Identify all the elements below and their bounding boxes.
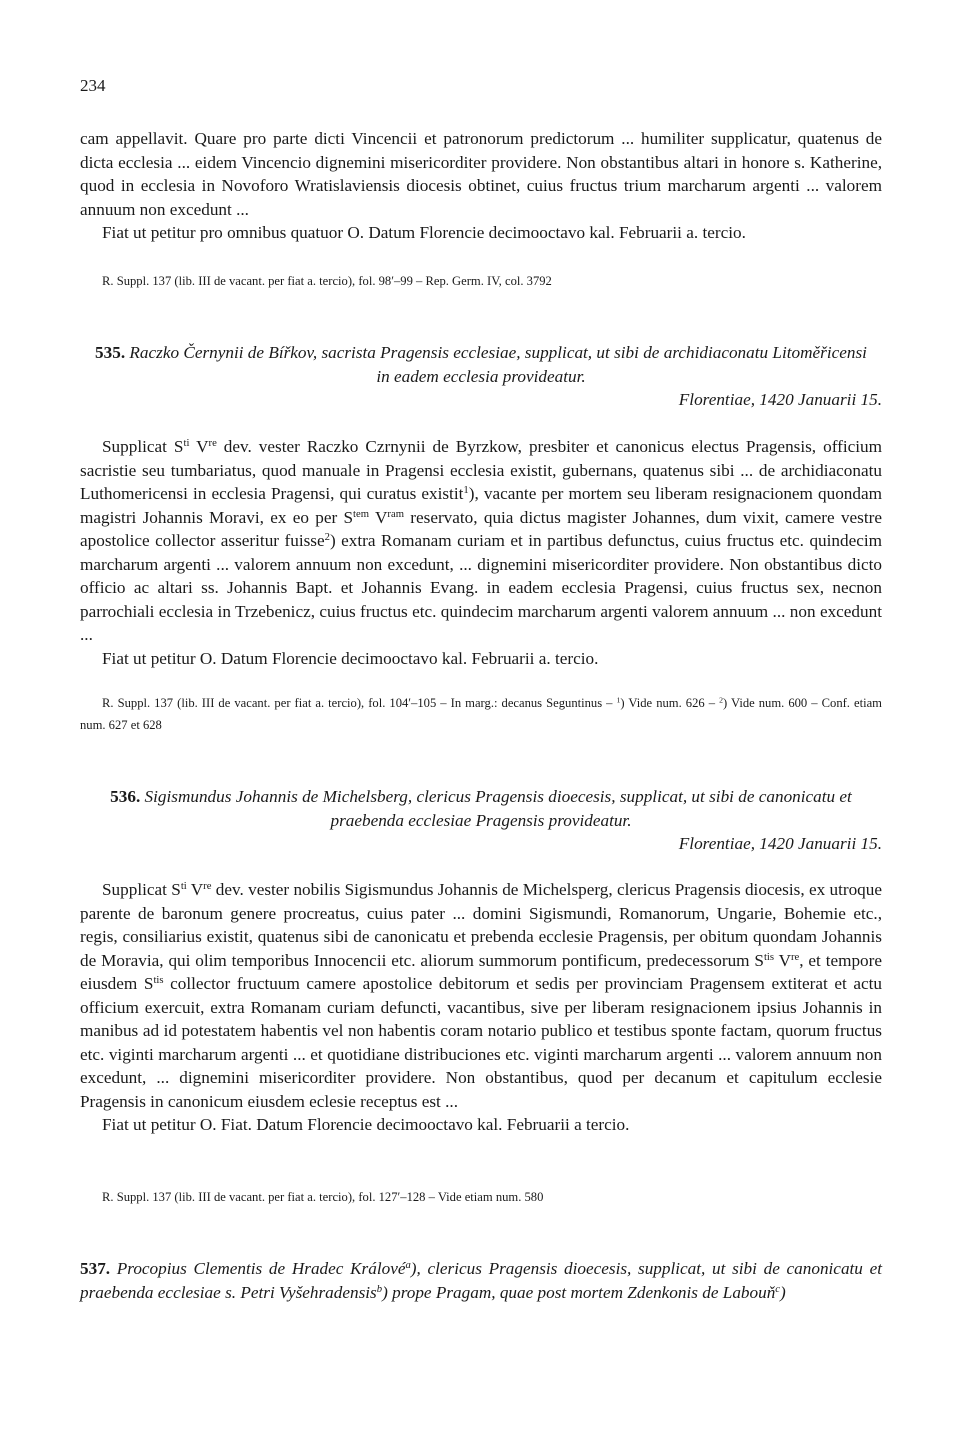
text-segment: V [189, 437, 209, 456]
entry-title [80, 341, 882, 388]
entry-title [80, 1257, 882, 1304]
entry-title-line-2: in eadem ecclesia provideatur. [376, 366, 586, 386]
text-segment: dev. vester Raczko Czrnynii de Byrzkow, presbiter et canonicus electus Pragensis, officium sacristie seu tumbariatus, quod manuale in Pragensi ecclesia existit, gubernans, quatenus sibi ... de archidiaconatu Luthomericensi in ecclesia Pragensi, qui curatus existit [80, 437, 882, 503]
previous-entry-paragraph: cam appellavit. Quare pro parte dicti Vincencii et patronorum predictorum ... humiliter supplicatur, quatenus de dicta ecclesia ... eidem Vincencio dignemini misericorditer providere. Non obstantibus altari in honore s. Katherine, quod in ecclesia in Novoforo Wratislaviensis diocesis obtinet, cuius fructus trium marcharum argenti ... valorem annuum non excedunt ... [80, 129, 882, 219]
previous-entry-fiat: Fiat ut petitur pro omnibus quatuor O. Datum Florencie decimooctavo kal. Februarii a. tercio. [102, 223, 746, 242]
footnote-marker: a [405, 1260, 411, 1272]
footnote-marker: c [775, 1283, 781, 1295]
entry-paragraph [80, 435, 882, 647]
text-segment: Procopius Clementis de Hradec Králové [116, 1259, 406, 1278]
previous-entry [80, 127, 882, 245]
superscript: ti [180, 881, 187, 893]
entry-title [80, 785, 882, 832]
source-note: R. Suppl. 137 (lib. III de vacant. per fiat a. tercio), fol. 127′–128 – Vide etiam num. 580 [102, 1190, 544, 1204]
text-segment: ) [780, 1282, 786, 1302]
superscript: re [791, 951, 800, 963]
entry-date: Florentiae, 1420 Januarii 15. [678, 390, 882, 409]
superscript: re [203, 881, 212, 893]
previous-entry-source [80, 270, 882, 292]
entry-number: 536. [110, 787, 141, 806]
superscript: tis [153, 975, 164, 987]
entry-date: Florentiae, 1420 Januarii 15. [678, 834, 882, 853]
entry-536-body [80, 878, 882, 1137]
entry-535-heading [80, 341, 882, 412]
text-segment: dev. vester nobilis Sigismundus Johannis de Michelsperg, clericus Pragensis diocesis, ex utroque parente de baronum genere procreatus, cuius pater ... domini Sigismundi, Romanorum, Ungarie, Bohemie etc., regis, consiliarius existit, quatenus sibi de canonicatu et prebenda ecclesie Pragensis, per obitum quondam Johannis de Moravia, qui olim temporibus Innocencii etc. aliorum summorum pontificum, predecessorum S [80, 880, 882, 970]
entry-fiat: Fiat ut petitur O. Datum Florencie decimooctavo kal. Februarii a. tercio. [102, 648, 599, 668]
text-segment: R. Suppl. 137 (lib. III de vacant. per fiat a. tercio), fol. 104′–105 – In marg.: decanus Seguntinus – [102, 696, 617, 710]
entry-535-source [80, 692, 882, 736]
text-segment: Supplicat S [102, 880, 181, 899]
text-segment: reservato, quia dictus magister Johannes, dum vixit, camere vestre apostolice collector asseritur fuisse [80, 507, 882, 550]
superscript: tem [353, 508, 370, 520]
text-segment: ), clericus Pragensis dioecesis, supplicat, ut sibi de canonicatu et praebenda ecclesiae s. Petri Vyšehradensis [80, 1259, 882, 1302]
entry-fiat: Fiat ut petitur O. Fiat. Datum Florencie decimooctavo kal. Februarii a tercio. [102, 1115, 630, 1134]
superscript: re [208, 438, 217, 450]
text-segment: V [774, 950, 791, 970]
entry-535-body [80, 435, 882, 670]
text-segment: ) extra Romanam curiam et in partibus defunctus, cuius fructus etc. quindecim marcharum argenti ... valorem annuum non excedunt, ... dignemini misericorditer providere. Non obstantibus dicto officio ac altari ss. Johannis Bapt. et Johannis Evang. in eadem ecclesia Pragensi, cuius fructus sex, necnon parrochiali ecclesia in Trzebenicz, cuius fructus etc. quindecim marcharum argenti valorem annuum ... non excedunt ... [80, 531, 882, 644]
entry-title-line-1: Raczko Černynii de Bířkov, sacrista Pragensis ecclesiae, supplicat, ut sibi de archidiaconatu Litoměřicensi [129, 343, 867, 362]
text-segment: ) Vide num. 626 – [620, 696, 720, 710]
text-segment: V [369, 507, 388, 527]
text-segment: ) Vide num. 600 – Conf. etiam num. 627 et 628 [80, 696, 882, 732]
text-segment: Supplicat S [102, 437, 184, 456]
text-segment: collector fructuum camere apostolice debitorum et sedis per provinciam Pragensem extiterat et actu officium exercuit, extra Romanam curiam defuncti, vacantibus, sive per liberam resignacionem ipsius Johannis in manibus ad id potestatem habentis vel non habentis coram notario publico et testibus sponte factam, quorum fructus etc. viginti marcharum argenti ... et quotidiane distribuciones etc. viginti marcharum argenti ... valorem annuum non excedunt, ... dignemini misericorditer providere. Non obstantibus, quod per decanum et capitulum ecclesie Pragensis in canonicum eiusdem eclesie receptus est ... [80, 974, 882, 1111]
text-segment: ), vacante per mortem seu liberam resignacionem quondam magistri Johannis Moravi, ex eo per S [80, 484, 882, 527]
source-note: R. Suppl. 137 (lib. III de vacant. per fiat a. tercio), fol. 98′–99 – Rep. Germ. IV, col. 3792 [102, 274, 552, 288]
footnote-marker: 1 [463, 485, 469, 497]
superscript: ti [183, 438, 190, 450]
footnote-marker: 1 [616, 695, 621, 705]
entry-title-line-2: praebenda ecclesiae Pragensis provideatur. [330, 810, 632, 830]
entry-title-line-1: Sigismundus Johannis de Michelsberg, clericus Pragensis dioecesis, supplicat, ut sibi de canonicatu et [144, 787, 852, 806]
footnote-marker: b [376, 1283, 383, 1295]
entry-537-heading [80, 1257, 882, 1304]
superscript: ram [387, 508, 404, 520]
superscript: tis [763, 951, 775, 963]
entry-number: 535. [95, 343, 126, 362]
entry-number: 537. [80, 1259, 111, 1278]
page-number: 234 [80, 76, 106, 95]
entry-536-source [80, 1186, 882, 1208]
text-segment: V [186, 880, 204, 899]
source-note [80, 692, 882, 736]
text-segment: ) prope Pragam, quae post mortem Zdenkonis de Labouň [382, 1282, 776, 1302]
footnote-marker: 2 [324, 532, 330, 544]
footnote-marker: 2 [719, 695, 723, 705]
entry-536-heading [80, 785, 882, 856]
entry-paragraph [80, 878, 882, 1113]
text-segment: , et tempore eiusdem S [80, 950, 883, 993]
